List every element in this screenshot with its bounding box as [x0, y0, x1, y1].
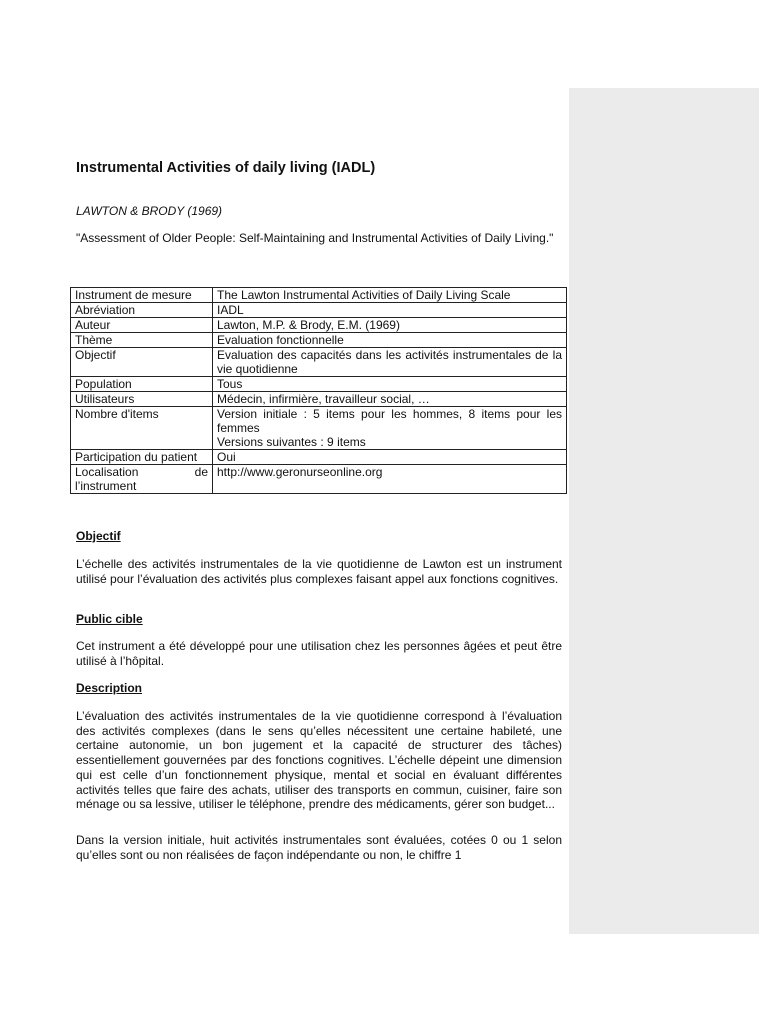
table-row [71, 333, 567, 348]
instrument-info-table [70, 287, 567, 494]
table-key: Thème [71, 333, 213, 348]
citation-text: "Assessment of Older People: Self-Maintaining and Instrumental Activities of Daily Living." [76, 231, 554, 245]
table-key: Population [71, 377, 213, 392]
comment-margin-pane [569, 88, 759, 934]
table-row [71, 465, 567, 494]
table-key: Abréviation [71, 303, 213, 318]
table-value: Evaluation fonctionnelle [213, 333, 567, 348]
document-title: Instrumental Activities of daily living (IADL) [76, 160, 376, 176]
table-value: IADL [213, 303, 567, 318]
instrument-link[interactable]: http://www.geronurseonline.org [213, 465, 567, 494]
table-row [71, 318, 567, 333]
table-value: Evaluation des capacités dans les activités instrumentales de la vie quotidienne [213, 348, 567, 377]
table-row [71, 392, 567, 407]
table-value: Médecin, infirmière, travailleur social, … [213, 392, 567, 407]
table-value: The Lawton Instrumental Activities of Daily Living Scale [213, 288, 567, 303]
public-cible-paragraph: Cet instrument a été développé pour une utilisation chez les personnes âgées et peut être utilisé à l’hôpital. [76, 639, 562, 668]
table-value: Tous [213, 377, 567, 392]
authors-line: LAWTON & BRODY (1969) [76, 204, 223, 218]
objectif-heading: Objectif [76, 529, 121, 543]
table-key: Nombre d'items [71, 407, 213, 450]
table-row [71, 303, 567, 318]
public-cible-heading: Public cible [76, 612, 143, 626]
table-row [71, 450, 567, 465]
table-value: Oui [213, 450, 567, 465]
table-key: Instrument de mesure [71, 288, 213, 303]
table-key: Localisation de l’instrument [71, 465, 213, 494]
table-value: Lawton, M.P. & Brody, E.M. (1969) [213, 318, 567, 333]
table-row [71, 348, 567, 377]
version-paragraph: Dans la version initiale, huit activités instrumentales sont évaluées, cotées 0 ou 1 selon qu’elles sont ou non réalisées de façon indépendante ou non, le chiffre 1 [76, 833, 562, 862]
table-key: Utilisateurs [71, 392, 213, 407]
description-heading: Description [76, 681, 143, 695]
table-key: Auteur [71, 318, 213, 333]
description-paragraph: L’évaluation des activités instrumentales de la vie quotidienne correspond à l’évaluation des activités complexes (dans le sens qu’elles nécessitent une certaine habileté, une certaine autonomie, un bon jugement et la capacité de structurer des tâches) essentiellement gouvernées par des fonctions cognitives. L’échelle dépeint une dimension qui est celle d’un fonctionnement physique, mental et social en évaluant différentes activités telles que faire des achats, utiliser des transports en commun, cuisiner, faire son ménage ou sa lessive, utiliser le téléphone, prendre des médicaments, gérer son budget... [76, 709, 562, 812]
table-value: Version initiale : 5 items pour les hommes, 8 items pour les femmes Versions suivantes : 9 items [213, 407, 567, 450]
table-key: Participation du patient [71, 450, 213, 465]
table-row [71, 288, 567, 303]
table-key: Objectif [71, 348, 213, 377]
table-row [71, 377, 567, 392]
objectif-paragraph: L’échelle des activités instrumentales de la vie quotidienne de Lawton est un instrument utilisé pour l’évaluation des activités plus complexes faisant appel aux fonctions cognitives. [76, 557, 562, 586]
table-row [71, 407, 567, 450]
